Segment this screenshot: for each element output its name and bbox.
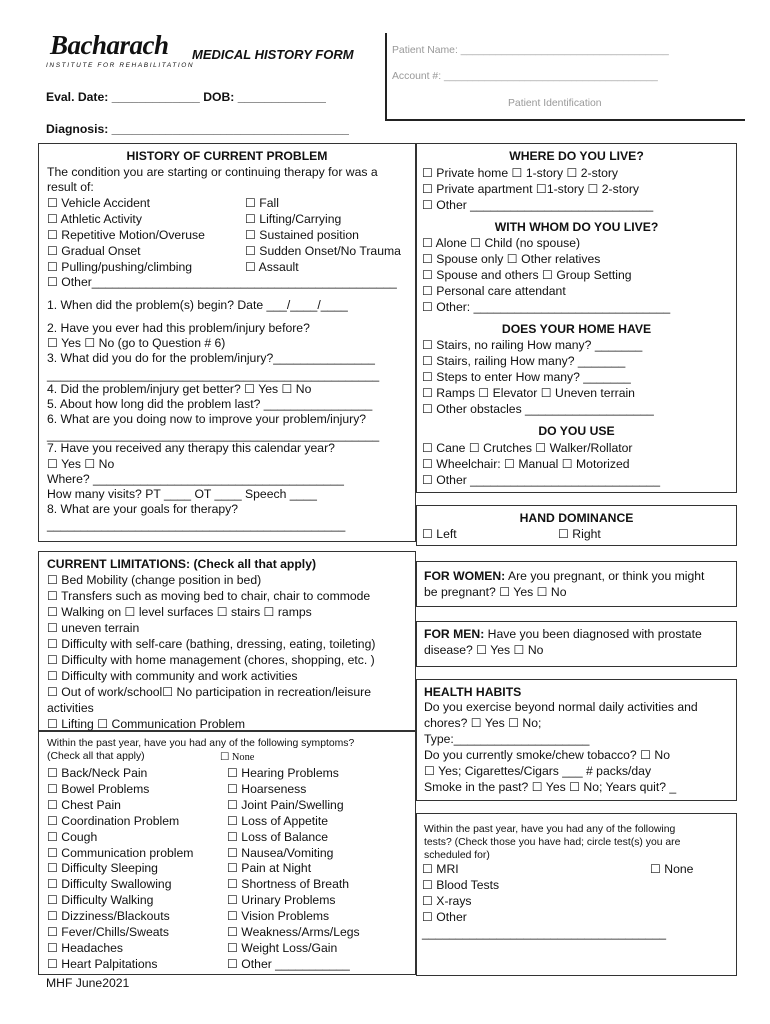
limitation-line[interactable]: ☐ Difficulty with home management (chores, shopping, etc. ) bbox=[47, 653, 375, 667]
symptom-item[interactable]: ☐ Chest Pain bbox=[47, 797, 121, 812]
limitations-title: CURRENT LIMITATIONS: (Check all that apply) bbox=[47, 557, 317, 571]
limitation-line[interactable]: ☐ Out of work/school☐ No participation in recreation/leisure bbox=[47, 685, 371, 699]
home-have-title: DOES YOUR HOME HAVE bbox=[501, 322, 652, 336]
limitation-line[interactable]: ☐ Lifting ☐ Communication Problem bbox=[47, 717, 245, 731]
institute-name: INSTITUTE FOR REHABILITATION bbox=[46, 62, 195, 69]
device-option[interactable]: ☐ Cane ☐ Crutches ☐ Walker/Rollator bbox=[422, 441, 633, 455]
test-item[interactable]: ____________________________________ bbox=[422, 926, 667, 940]
health-habit-line: Do you exercise beyond normal daily activities and bbox=[424, 700, 698, 714]
symptom-item[interactable]: ☐ Communication problem bbox=[47, 845, 194, 860]
symptom-item[interactable]: ☐ Shortness of Breath bbox=[227, 877, 350, 892]
history-line: The condition you are starting or continuing therapy for was a bbox=[47, 165, 378, 179]
where-live-option[interactable]: ☐ Other ___________________________ bbox=[422, 198, 654, 212]
history-line[interactable]: 4. Did the problem/injury get better? ☐ Yes ☐ No bbox=[47, 382, 312, 396]
limitation-line[interactable]: ☐ Difficulty with self-care (bathing, dressing, eating, toileting) bbox=[47, 637, 376, 651]
tests-intro-line: Within the past year, have you had any of the following bbox=[424, 824, 676, 835]
men-question bbox=[424, 627, 702, 643]
history-line[interactable]: ____________________________________________ bbox=[47, 518, 346, 532]
symptom-item[interactable]: ☐ Loss of Balance bbox=[227, 829, 329, 844]
symptom-item[interactable]: ☐ Bowel Problems bbox=[47, 781, 150, 796]
tests-intro-line: tests? (Check those you have had; circle test(s) you are bbox=[424, 837, 681, 848]
form-footer: MHF June2021 bbox=[46, 976, 130, 990]
symptoms-none-checkbox[interactable]: ☐ None bbox=[220, 752, 255, 763]
women-question-text: Are you pregnant, or think you might bbox=[505, 569, 705, 583]
symptom-item[interactable]: ☐ Difficulty Swallowing bbox=[47, 877, 172, 892]
where-live-option[interactable]: ☐ Private apartment ☐1-story ☐ 2-story bbox=[422, 182, 640, 196]
history-line[interactable]: 3. What did you do for the problem/injury?_______________ bbox=[47, 351, 375, 365]
home-feature-option[interactable]: ☐ Stairs, no railing How many? _______ bbox=[422, 338, 643, 352]
home-feature-option[interactable]: ☐ Steps to enter How many? _______ bbox=[422, 370, 631, 384]
symptom-item[interactable]: ☐ Hoarseness bbox=[227, 781, 307, 796]
limitation-line: activities bbox=[47, 701, 94, 715]
test-item[interactable]: ☐ Other bbox=[422, 910, 467, 924]
form-title: MEDICAL HISTORY FORM bbox=[192, 47, 354, 62]
history-option[interactable]: ☐ Fall bbox=[245, 196, 279, 210]
tests-intro-line: scheduled for) bbox=[424, 850, 490, 861]
home-feature-option[interactable]: ☐ Ramps ☐ Elevator ☐ Uneven terrain bbox=[422, 386, 635, 400]
men-answer[interactable]: disease? ☐ Yes ☐ No bbox=[424, 643, 544, 657]
men-question-text: Have you been diagnosed with prostate bbox=[484, 627, 702, 641]
history-option[interactable]: ☐ Sudden Onset/No Trauma bbox=[245, 244, 401, 258]
symptom-item[interactable]: ☐ Weakness/Arms/Legs bbox=[227, 925, 360, 939]
history-line: 8. What are your goals for therapy? bbox=[47, 502, 239, 516]
where-live-title: WHERE DO YOU LIVE? bbox=[509, 149, 644, 163]
test-item[interactable]: ☐ X-rays bbox=[422, 894, 472, 908]
patient-identification-label: Patient Identification bbox=[508, 98, 602, 109]
hand-left-checkbox[interactable]: ☐ Left bbox=[422, 527, 457, 541]
health-habit-line[interactable]: chores? ☐ Yes ☐ No; bbox=[424, 715, 542, 730]
symptom-item[interactable]: ☐ Heart Palpitations bbox=[47, 956, 158, 971]
history-line[interactable]: ☐ Other_____________________________________________ bbox=[47, 275, 397, 289]
symptom-item[interactable]: ☐ Weight Loss/Gain bbox=[227, 940, 338, 955]
symptoms-intro: Within the past year, have you had any of the following symptoms? bbox=[47, 738, 355, 749]
health-habit-line[interactable]: ☐ Yes; Cigarettes/Cigars ___ # packs/day bbox=[424, 763, 652, 778]
symptom-item[interactable]: ☐ Fever/Chills/Sweats bbox=[47, 925, 169, 939]
history-line: result of: bbox=[47, 180, 94, 194]
eval-dob-field[interactable]: Eval. Date: _____________ DOB: _____________ bbox=[46, 90, 326, 104]
with-whom-option[interactable]: ☐ Alone ☐ Child (no spouse) bbox=[422, 236, 581, 250]
do-you-use-title: DO YOU USE bbox=[538, 424, 615, 438]
symptom-item[interactable]: ☐ Difficulty Walking bbox=[47, 893, 154, 908]
history-option[interactable]: ☐ Assault bbox=[245, 260, 299, 274]
test-item[interactable]: ☐ Blood Tests bbox=[422, 878, 500, 892]
symptom-item[interactable]: ☐ Difficulty Sleeping bbox=[47, 861, 158, 876]
history-line[interactable]: ☐ Yes ☐ No (go to Question # 6) bbox=[47, 336, 226, 350]
history-line[interactable]: _________________________________________________ bbox=[47, 368, 380, 382]
symptom-item[interactable]: ☐ Dizziness/Blackouts bbox=[47, 909, 170, 924]
women-question bbox=[424, 569, 704, 585]
women-label: FOR WOMEN: bbox=[424, 569, 506, 583]
limitation-line[interactable]: ☐ uneven terrain bbox=[47, 621, 140, 635]
home-feature-option[interactable]: ☐ Other obstacles ___________________ bbox=[422, 402, 654, 416]
health-habits-title: HEALTH HABITS bbox=[424, 685, 522, 699]
history-option[interactable]: ☐ Lifting/Carrying bbox=[245, 212, 342, 226]
history-line: 2. Have you ever had this problem/injury before? bbox=[47, 321, 310, 335]
where-live-option[interactable]: ☐ Private home ☐ 1-story ☐ 2-story bbox=[422, 166, 619, 180]
tests-none-checkbox[interactable]: ☐ None bbox=[650, 862, 694, 876]
logo: Bacharach bbox=[50, 30, 169, 60]
test-item[interactable]: ☐ MRI bbox=[422, 862, 459, 876]
history-line[interactable]: 5. About how long did the problem last? ________________ bbox=[47, 397, 373, 411]
with-whom-option[interactable]: ☐ Other: _____________________________ bbox=[422, 300, 671, 314]
patient-name-field[interactable]: Patient Name: ____________________________________ bbox=[392, 45, 669, 56]
symptoms-intro-2: (Check all that apply) bbox=[47, 751, 145, 762]
history-line[interactable]: How many visits? PT ____ OT ____ Speech ____ bbox=[47, 487, 317, 501]
symptom-item[interactable]: ☐ Vision Problems bbox=[227, 909, 330, 924]
history-line[interactable]: ☐ Pulling/pushing/climbing bbox=[47, 260, 193, 274]
history-line[interactable]: ☐ Gradual Onset bbox=[47, 244, 141, 258]
history-line[interactable]: ☐ Athletic Activity bbox=[47, 212, 142, 226]
device-option[interactable]: ☐ Wheelchair: ☐ Manual ☐ Motorized bbox=[422, 457, 630, 471]
symptom-item[interactable]: ☐ Other ___________ bbox=[227, 956, 350, 971]
history-title: HISTORY OF CURRENT PROBLEM bbox=[126, 149, 328, 163]
history-line[interactable]: ☐ Repetitive Motion/Overuse bbox=[47, 228, 205, 242]
women-answer[interactable]: be pregnant? ☐ Yes ☐ No bbox=[424, 585, 567, 599]
health-habit-line[interactable]: Do you currently smoke/chew tobacco? ☐ No bbox=[424, 747, 670, 762]
symptom-item[interactable]: ☐ Urinary Problems bbox=[227, 893, 336, 908]
symptom-item[interactable]: ☐ Headaches bbox=[47, 940, 123, 955]
limitation-line[interactable]: ☐ Bed Mobility (change position in bed) bbox=[47, 573, 262, 587]
account-field[interactable]: Account #: _____________________________________ bbox=[392, 71, 658, 82]
history-line[interactable]: 1. When did the problem(s) begin? Date ___/____/____ bbox=[47, 298, 348, 312]
limitation-line[interactable]: ☐ Transfers such as moving bed to chair, chair to commode bbox=[47, 589, 371, 603]
with-whom-option[interactable]: ☐ Spouse only ☐ Other relatives bbox=[422, 252, 601, 266]
device-option[interactable]: ☐ Other ____________________________ bbox=[422, 473, 660, 487]
history-line[interactable]: ☐ Vehicle Accident bbox=[47, 196, 151, 210]
limitation-line[interactable]: ☐ Difficulty with community and work activities bbox=[47, 669, 298, 683]
symptom-item[interactable]: ☐ Cough bbox=[47, 829, 98, 844]
diagnosis-field[interactable]: Diagnosis: ___________________________________ bbox=[46, 122, 349, 136]
history-line: 7. Have you received any therapy this calendar year? bbox=[47, 441, 335, 455]
health-habit-line[interactable]: Type:____________________ bbox=[424, 731, 590, 746]
men-label: FOR MEN: bbox=[424, 627, 485, 641]
symptom-item[interactable]: ☐ Loss of Appetite bbox=[227, 813, 329, 828]
hand-dominance-title: HAND DOMINANCE bbox=[519, 511, 634, 525]
symptom-item[interactable]: ☐ Hearing Problems bbox=[227, 766, 339, 780]
limitation-line[interactable]: ☐ Walking on ☐ level surfaces ☐ stairs ☐ ramps bbox=[47, 605, 312, 619]
symptom-item[interactable]: ☐ Nausea/Vomiting bbox=[227, 845, 334, 860]
history-option[interactable]: ☐ Sustained position bbox=[245, 228, 359, 242]
health-habit-line[interactable]: Smoke in the past? ☐ Yes ☐ No; Years quit? _ bbox=[424, 779, 677, 794]
symptom-item[interactable]: ☐ Joint Pain/Swelling bbox=[227, 797, 344, 812]
history-line[interactable]: _________________________________________________ bbox=[47, 428, 380, 442]
history-line[interactable]: Where? _____________________________________ bbox=[47, 472, 344, 486]
history-line[interactable]: ☐ Yes ☐ No bbox=[47, 457, 115, 471]
with-whom-title: WITH WHOM DO YOU LIVE? bbox=[494, 220, 659, 234]
with-whom-option[interactable]: ☐ Personal care attendant bbox=[422, 284, 566, 298]
history-line: 6. What are you doing now to improve your problem/injury? bbox=[47, 412, 367, 426]
symptom-item[interactable]: ☐ Back/Neck Pain bbox=[47, 766, 148, 780]
with-whom-option[interactable]: ☐ Spouse and others ☐ Group Setting bbox=[422, 268, 632, 282]
symptom-item[interactable]: ☐ Pain at Night bbox=[227, 861, 312, 876]
home-feature-option[interactable]: ☐ Stairs, railing How many? _______ bbox=[422, 354, 626, 368]
hand-right-checkbox[interactable]: ☐ Right bbox=[558, 527, 601, 541]
symptom-item[interactable]: ☐ Coordination Problem bbox=[47, 813, 180, 828]
